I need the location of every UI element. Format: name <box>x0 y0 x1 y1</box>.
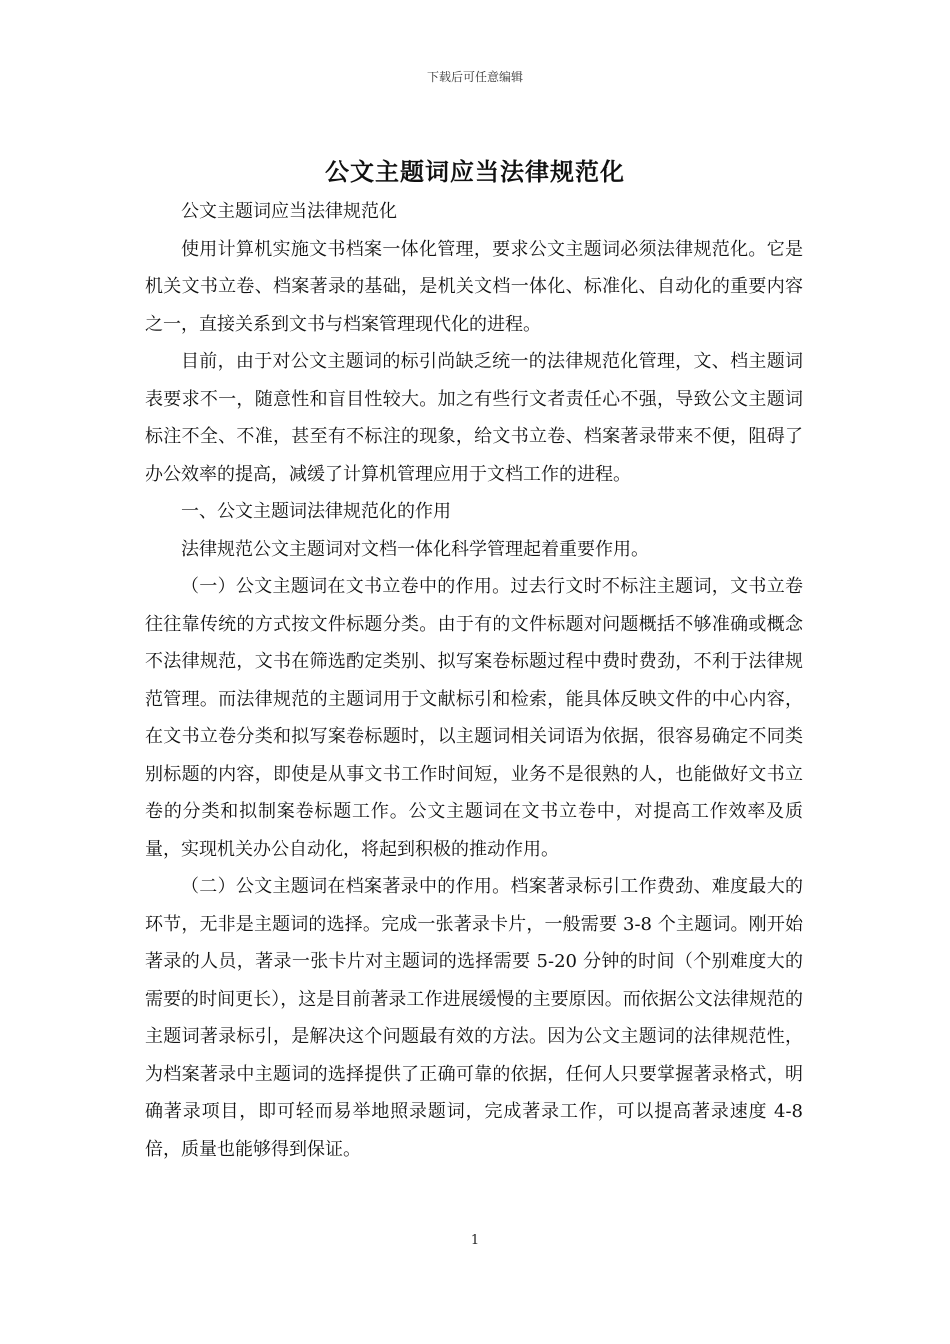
paragraph-filing-role: （一）公文主题词在文书立卷中的作用。过去行文时不标注主题词，文书立卷往往靠传统的方式按文件标题分类。由于有的文件标题对问题概括不够准确或概念不法律规范，文书在筛选酌定类别、拟写案卷标题过程中费时费劲，不利于法律规范管理。而法律规范的主题词用于文献标引和检索，能具体反映文件的中心内容，在文书立卷分类和拟写案卷标题时，以主题词相关词语为依据，很容易确定不同类别标题的内容，即使是从事文书工作时间短，业务不是很熟的人，也能做好文书立卷的分类和拟制案卷标题工作。公文主题词在文书立卷中，对提高工作效率及质量，实现机关办公自动化，将起到积极的推动作用。 <box>145 576 803 860</box>
header-note: 下载后可任意编辑 <box>426 70 523 84</box>
paragraph-current-situation: 目前，由于对公文主题词的标引尚缺乏统一的法律规范化管理，文、档主题词表要求不一，随意性和盲目性较大。加之有些行文者责任心不强，导致公文主题词标注不全、不准，甚至有不标注的现象，给文书立卷、档案著录带来不便，阻碍了办公效率的提高，减缓了计算机管理应用于文档工作的进程。 <box>145 351 803 485</box>
document-body <box>145 193 803 1168</box>
page-number: 1 <box>470 1233 480 1248</box>
document-title: 公文主题词应当法律规范化 <box>325 157 625 186</box>
section-heading-role: 一、公文主题词法律规范化的作用 <box>181 501 451 522</box>
paragraph-role-summary: 法律规范公文主题词对文档一体化科学管理起着重要作用。 <box>181 538 649 560</box>
paragraph-intro: 使用计算机实施文书档案一体化管理，要求公文主题词必须法律规范化。它是机关文书立卷、档案著录的基础，是机关文档一体化、标准化、自动化的重要内容之一，直接关系到文书与档案管理现代化的进程。 <box>145 238 803 335</box>
paragraph-cataloging-role: （二）公文主题词在档案著录中的作用。档案著录标引工作费劲、难度最大的环节，无非是主题词的选择。完成一张著录卡片，一般需要 3-8 个主题词。刚开始著录的人员，著录一张卡片对主题词的选择需要 5-20 分钟的时间（个别难度大的需要的时间更长），这是目前著录工作进展缓慢的主要原因。而依据公文法律规范的主题词著录标引，是解决这个问题最有效的方法。因为公文主题词的法律规范性，为档案著录中主题词的选择提供了正确可靠的依据，任何人只要掌握著录格式，明确著录项目，即可轻而易举地照录题词，完成著录工作，可以提高著录速度 4-8 倍，质量也能够得到保证。 <box>145 876 803 1160</box>
paragraph-subtitle: 公文主题词应当法律规范化 <box>181 201 397 222</box>
